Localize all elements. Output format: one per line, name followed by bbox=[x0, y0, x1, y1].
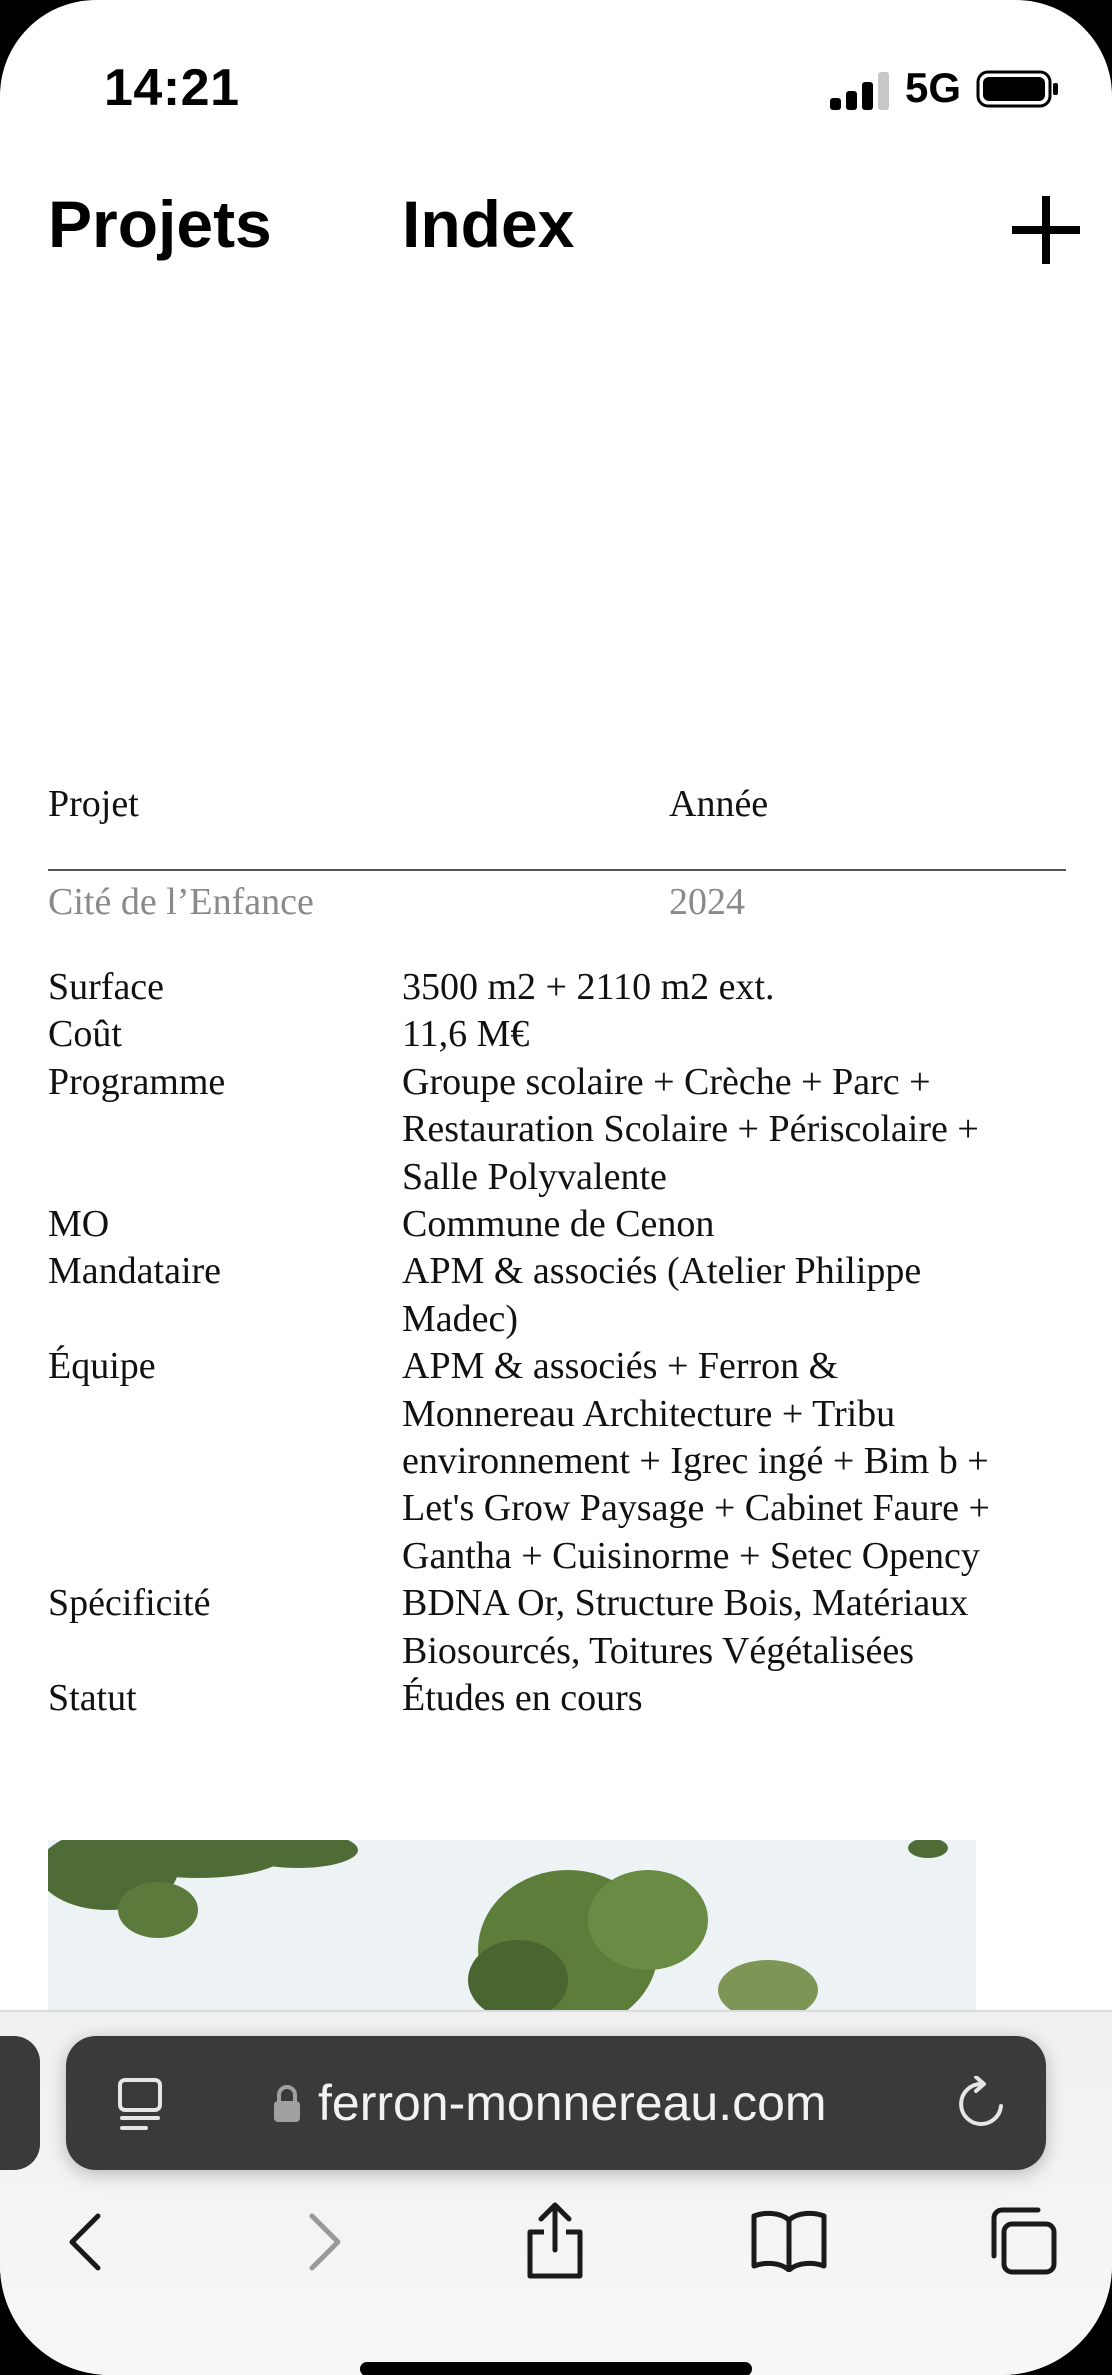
previous-tab-pill[interactable] bbox=[0, 2036, 40, 2170]
nav-index[interactable]: Index bbox=[402, 187, 575, 261]
book-icon[interactable] bbox=[750, 2208, 828, 2272]
signal-icon bbox=[830, 70, 890, 110]
tabs-icon[interactable] bbox=[986, 2206, 1058, 2276]
detail-value: Études en cours bbox=[402, 1677, 643, 1720]
detail-value: APM & associés + Ferron & Monnereau Architecture + Tribu environnement + Igrec ingé + Bim b + Let's Grow Paysage + Cabinet Faure + Gantha + Cuisinorme + Setec Opency bbox=[402, 1345, 990, 1577]
header-divider bbox=[48, 869, 1066, 871]
reader-icon[interactable] bbox=[116, 2076, 164, 2132]
network-label: 5G bbox=[905, 64, 962, 111]
detail-label: MO bbox=[48, 1203, 110, 1246]
detail-value: APM & associés (Atelier Philippe Madec) bbox=[402, 1250, 922, 1340]
nav-projets[interactable]: Projets bbox=[48, 187, 272, 261]
detail-label: Statut bbox=[48, 1677, 137, 1720]
share-icon[interactable] bbox=[522, 2200, 588, 2280]
reload-icon[interactable] bbox=[956, 2076, 1006, 2130]
project-name[interactable]: Cité de l’Enfance bbox=[48, 881, 314, 923]
detail-label: Équipe bbox=[48, 1345, 156, 1388]
project-photo bbox=[48, 1840, 976, 2010]
detail-value: Groupe scolaire + Crèche + Parc + Restauration Scolaire + Périscolaire + Salle Polyvalente bbox=[402, 1060, 979, 1198]
detail-value: 11,6 M€ bbox=[402, 1013, 530, 1056]
detail-label: Surface bbox=[48, 966, 165, 1008]
url-text[interactable]: ferron-monnereau.com bbox=[318, 2075, 827, 2131]
home-indicator bbox=[360, 2362, 752, 2375]
back-icon[interactable] bbox=[64, 2212, 108, 2272]
column-header-project: Projet bbox=[48, 783, 139, 825]
detail-label: Programme bbox=[48, 1060, 226, 1103]
detail-label: Mandataire bbox=[48, 1250, 222, 1293]
project-year: 2024 bbox=[669, 881, 745, 923]
forward-icon[interactable] bbox=[302, 2212, 346, 2272]
detail-value: Commune de Cenon bbox=[402, 1203, 715, 1246]
detail-label: Coût bbox=[48, 1013, 122, 1056]
detail-value: 3500 m2 + 2110 m2 ext. bbox=[402, 966, 775, 1008]
project-details bbox=[48, 964, 1048, 1723]
detail-label: Spécificité bbox=[48, 1582, 211, 1625]
plus-icon[interactable] bbox=[1012, 196, 1080, 264]
detail-value: BDNA Or, Structure Bois, Matériaux Biosourcés, Toitures Végétalisées bbox=[402, 1582, 969, 1672]
lock-icon bbox=[272, 2084, 302, 2124]
battery-icon bbox=[976, 70, 1060, 108]
status-time: 14:21 bbox=[104, 59, 240, 117]
column-header-year: Année bbox=[669, 783, 769, 825]
